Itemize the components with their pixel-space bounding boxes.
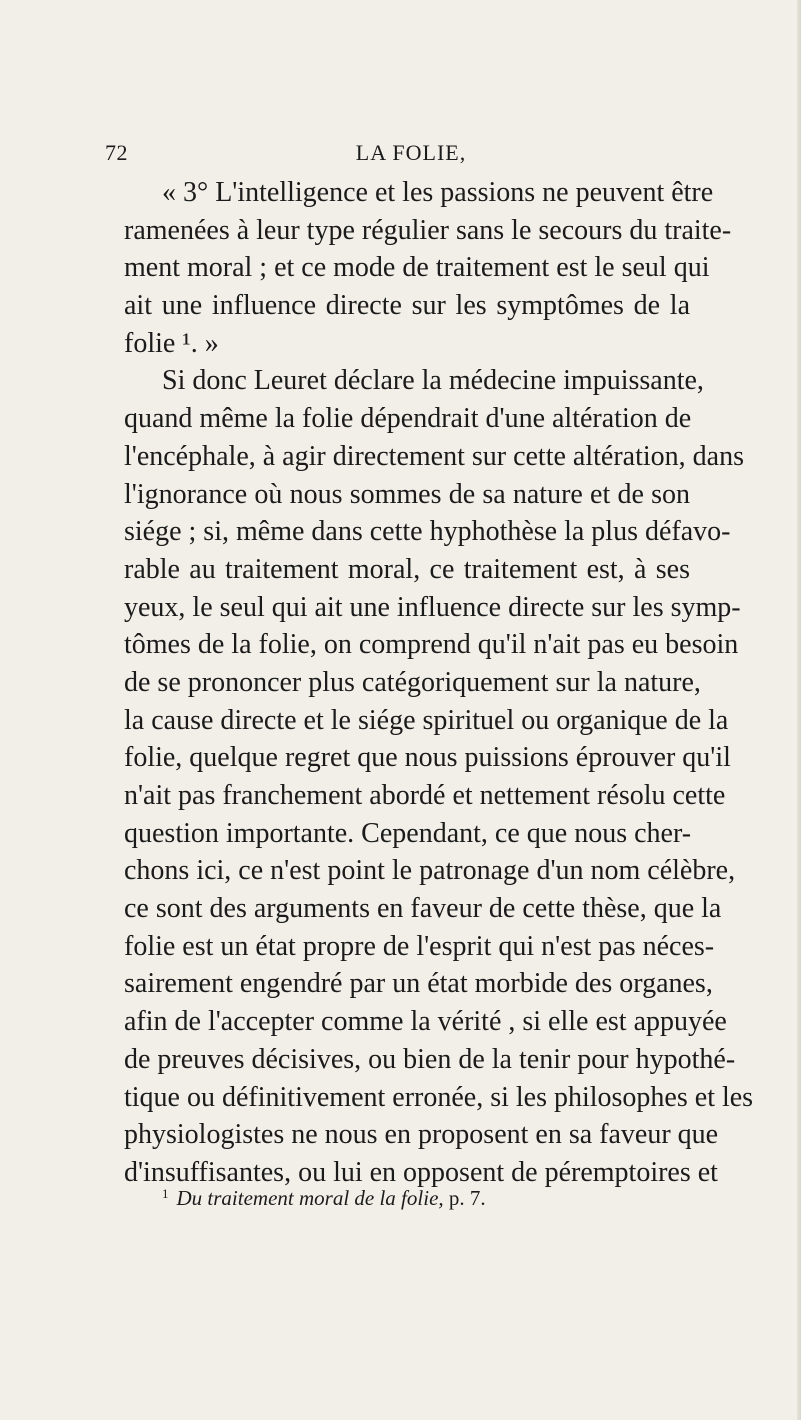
text-line: ramenées à leur type régulier sans le secours du traite- [124, 214, 732, 246]
text-line: n'ait pas franchement abordé et nettement résolu cette [124, 780, 726, 811]
running-title: LA FOLIE, [355, 140, 467, 165]
footnote-marker: 1 [162, 1186, 169, 1201]
text-line: ait une influence directe sur les symptômes de la [124, 290, 690, 322]
text-line: de se prononcer plus catégoriquement sur la nature, [124, 666, 701, 698]
text-line: yeux, le seul qui ait une influence directe sur les symp- [124, 591, 741, 623]
text-line: folie, quelque regret que nous puissions éprouver qu'il [124, 742, 731, 774]
text-line: « 3° L'intelligence et les passions ne peuvent être [162, 177, 714, 208]
text-line: l'ignorance où nous sommes de sa nature et de son [124, 478, 690, 510]
body-text [124, 174, 754, 1192]
page-header [105, 140, 695, 172]
text-line: folie ¹. » [124, 327, 219, 359]
text-line: rable au traitement moral, ce traitement est, à ses [124, 553, 690, 585]
text-line: physiologistes ne nous en proposent en sa faveur que [124, 1119, 719, 1151]
text-line: tômes de la folie, on comprend qu'il n'ait pas eu besoin [124, 629, 739, 661]
text-line: ce sont des arguments en faveur de cette thèse, que la [124, 893, 722, 925]
footnote-title: Du traitement moral de la folie, [176, 1186, 444, 1210]
text-line: chons ici, ce n'est point le patronage d'un nom célèbre, [124, 855, 736, 887]
text-line: question importante. Cependant, ce que nous cher- [124, 817, 692, 849]
text-line: siége ; si, même dans cette hyphothèse la plus défavo- [124, 516, 731, 548]
text-line: folie est un état propre de l'esprit qui n'est pas néces- [124, 930, 715, 962]
text-line: d'insuffisantes, ou lui en opposent de péremptoires et [124, 1156, 718, 1188]
page-number: 72 [105, 140, 128, 165]
footnote [162, 1186, 486, 1211]
text-line: ment moral ; et ce mode de traitement est le seul qui [124, 252, 710, 284]
text-line: l'encéphale, à agir directement sur cette altération, dans [124, 440, 744, 472]
text-line: afin de l'accepter comme la vérité , si elle est appuyée [124, 1006, 727, 1038]
text-line: la cause directe et le siége spirituel ou organique de la [124, 704, 729, 736]
text-line: de preuves décisives, ou bien de la tenir pour hypothé- [124, 1043, 736, 1075]
footnote-page-ref: p. 7. [443, 1186, 486, 1210]
text-line: quand même la folie dépendrait d'une altération de [124, 403, 692, 435]
text-line: Si donc Leuret déclare la médecine impuissante, [162, 365, 704, 397]
text-line: tique ou définitivement erronée, si les philosophes et les [124, 1081, 754, 1113]
text-line: sairement engendré par un état morbide des organes, [124, 968, 713, 1000]
page-edge [797, 0, 801, 1420]
